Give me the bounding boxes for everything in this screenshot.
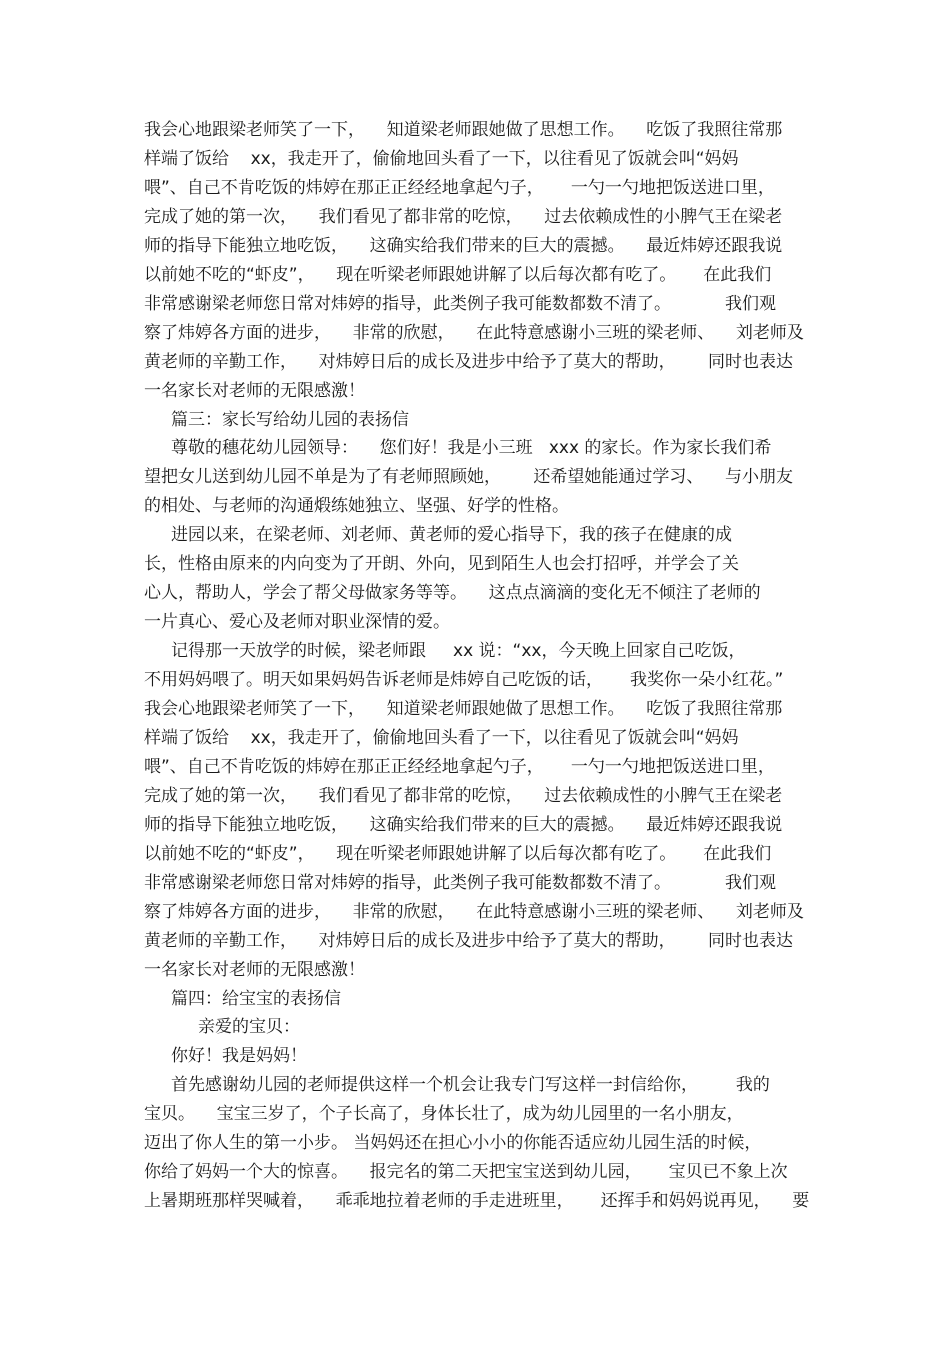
text-line: 一名家长对老师的无限感激！ xyxy=(144,960,365,980)
text-line: 师的指导下能独立地吃饭， 这确实给我们带来的巨大的震撼。 最近炜婷还跟我说 xyxy=(144,236,783,256)
text-line: 我会心地跟梁老师笑了一下， 知道梁老师跟她做了思想工作。 吃饭了我照往常那 xyxy=(144,699,783,719)
text-line: 察了炜婷各方面的进步， 非常的欣慰， 在此特意感谢小三班的梁老师、 刘老师及 xyxy=(144,323,804,343)
text-line: 完成了她的第一次， 我们看见了都非常的吃惊， 过去依赖成性的小脾气王在梁老 xyxy=(144,786,783,806)
text-line: 进园以来，在梁老师、刘老师、黄老师的爱心指导下，我的孩子在健康的成 xyxy=(144,525,733,545)
text-line: 样端了饭给 xx，我走开了，偷偷地回头看了一下，以往看见了饭就会叫“妈妈 xyxy=(144,728,739,748)
text-line: 一片真心、爱心及老师对职业深情的爱。 xyxy=(144,612,450,632)
text-line: 的相处、与老师的沟通煅练她独立、坚强、好学的性格。 xyxy=(144,496,569,516)
text-line: 样端了饭给 xx，我走开了，偷偷地回头看了一下，以往看见了饭就会叫“妈妈 xyxy=(144,149,739,169)
text-line: 心人，帮助人，学会了帮父母做家务等等。 这点点滴滴的变化无不倾注了老师的 xyxy=(144,583,761,603)
text-line: 黄老师的辛勤工作， 对炜婷日后的成长及进步中给予了莫大的帮助， 同时也表达 xyxy=(144,931,794,951)
text-line: 以前她不吃的“虾皮”， 现在听梁老师跟她讲解了以后每次都有吃了。 在此我们 xyxy=(144,265,772,285)
text-line: 尊敬的穗花幼儿园领导： 您们好！我是小三班 xxx 的家长。作为家长我们希 xyxy=(144,438,772,458)
text-line: 首先感谢幼儿园的老师提供这样一个机会让我专门写这样一封信给你， 我的 xyxy=(144,1075,770,1095)
text-line: 非常感谢梁老师您日常对炜婷的指导，此类例子我可能数都数不清了。 我们观 xyxy=(144,294,777,314)
text-line: 上暑期班那样哭喊着， 乖乖地拉着老师的手走进班里， 还挥手和妈妈说再见， 要 xyxy=(144,1191,810,1211)
text-line: 篇四：给宝宝的表扬信 xyxy=(144,989,342,1009)
text-line: 师的指导下能独立地吃饭， 这确实给我们带来的巨大的震撼。 最近炜婷还跟我说 xyxy=(144,815,783,835)
text-line: 望把女儿送到幼儿园不单是为了有老师照顾她， 还希望她能通过学习、 与小朋友 xyxy=(144,467,794,487)
text-line: 以前她不吃的“虾皮”， 现在听梁老师跟她讲解了以后每次都有吃了。 在此我们 xyxy=(144,844,772,864)
text-line: 喂”、自己不肯吃饭的炜婷在那正正经经地拿起勺子， 一勺一勺地把饭送进口里， xyxy=(144,178,775,198)
text-line: 你给了妈妈一个大的惊喜。 报完名的第二天把宝宝送到幼儿园， 宝贝已不象上次 xyxy=(144,1162,788,1182)
text-line: 非常感谢梁老师您日常对炜婷的指导，此类例子我可能数都数不清了。 我们观 xyxy=(144,873,777,893)
text-line: 你好！我是妈妈！ xyxy=(144,1046,308,1066)
text-line: 不用妈妈喂了。明天如果妈妈告诉老师是炜婷自己吃饭的话， 我奖你一朵小红花。” xyxy=(144,670,784,690)
text-line: 记得那一天放学的时候，梁老师跟 xx 说：“xx，今天晚上回家自己吃饭， xyxy=(144,641,746,661)
text-line: 迈出了你人生的第一小步。 当妈妈还在担心小小的你能否适应幼儿园生活的时候， xyxy=(144,1133,762,1153)
text-line: 察了炜婷各方面的进步， 非常的欣慰， 在此特意感谢小三班的梁老师、 刘老师及 xyxy=(144,902,804,922)
text-line: 一名家长对老师的无限感激！ xyxy=(144,381,365,401)
text-line: 亲爱的宝贝： xyxy=(144,1017,301,1037)
text-line: 宝贝。 宝宝三岁了，个子长高了，身体长壮了，成为幼儿园里的一名小朋友， xyxy=(144,1104,744,1124)
text-line: 黄老师的辛勤工作， 对炜婷日后的成长及进步中给予了莫大的帮助， 同时也表达 xyxy=(144,352,794,372)
text-line: 完成了她的第一次， 我们看见了都非常的吃惊， 过去依赖成性的小脾气王在梁老 xyxy=(144,207,783,227)
text-line: 喂”、自己不肯吃饭的炜婷在那正正经经地拿起勺子， 一勺一勺地把饭送进口里， xyxy=(144,757,775,777)
text-line: 我会心地跟梁老师笑了一下， 知道梁老师跟她做了思想工作。 吃饭了我照往常那 xyxy=(144,120,783,140)
text-line: 长，性格由原来的内向变为了开朗、外向，见到陌生人也会打招呼，并学会了关 xyxy=(144,554,739,574)
text-line: 篇三：家长写给幼儿园的表扬信 xyxy=(144,410,410,430)
